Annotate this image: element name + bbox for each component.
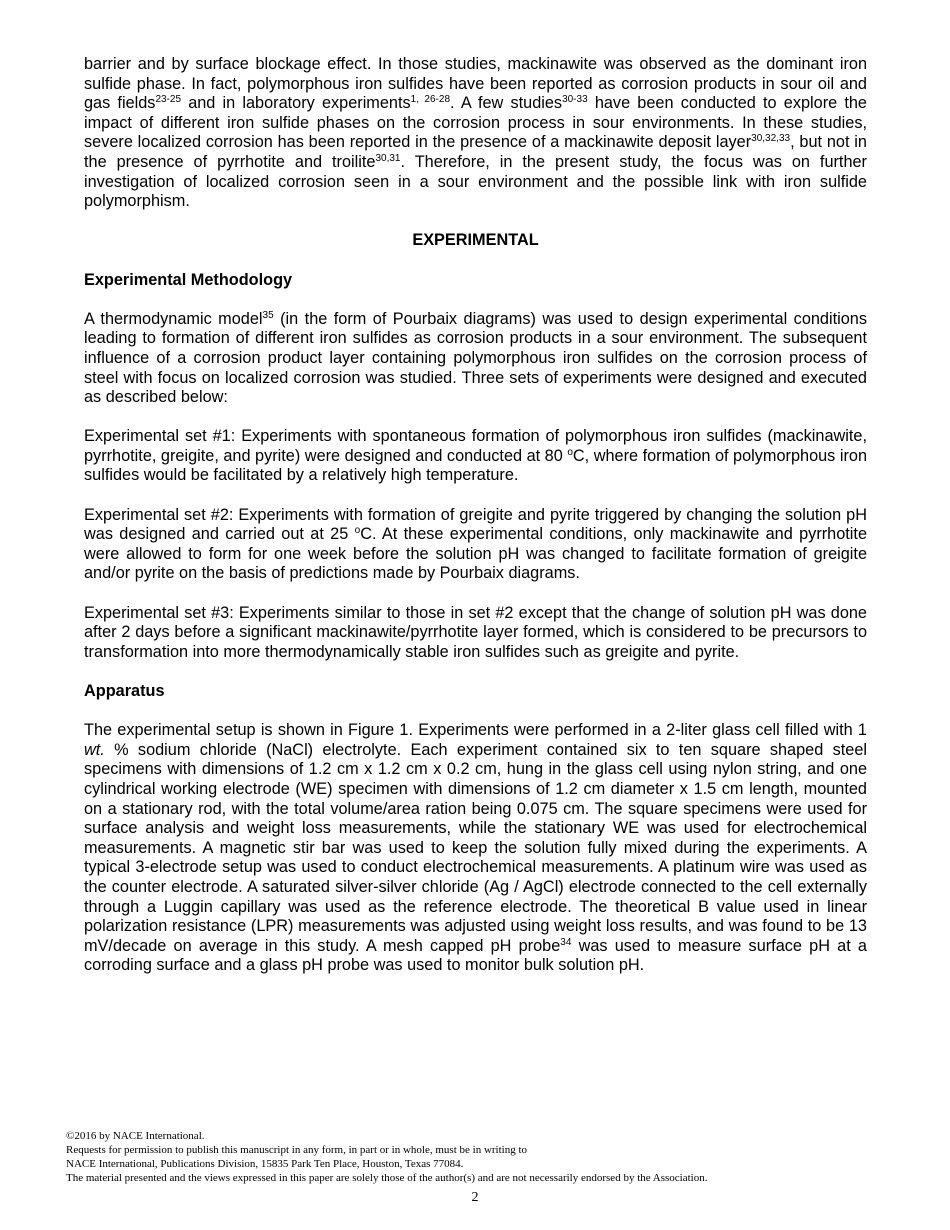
citation: 30,32,33 xyxy=(751,133,791,145)
text-run: barrier and by surface blockage effect. In those studies, mackinawite was observed as the dominant iron sulfide phase. In fact, polymorphous iron sulfides have been reported as corrosion products in sour oil and gas fields xyxy=(84,55,867,113)
text-run: and in laboratory experiments xyxy=(181,94,411,113)
methodology-paragraph xyxy=(84,310,867,408)
citation: 35 xyxy=(262,309,274,321)
text-run: . Therefore, in the present study, the focus was on further investigation of localized corrosion seen in a sour environment and the possible link with iron sulfide polymorphism. xyxy=(84,152,867,211)
degree-symbol: o xyxy=(567,446,573,458)
degree-symbol: o xyxy=(354,525,361,537)
paper-body xyxy=(84,55,867,976)
citation: 30-33 xyxy=(562,94,588,106)
text-run: C. At these experimental conditions, only mackinawite and pyrrhotite were allowed to form for one week before the solution pH was changed to facilitate formation of greigite and/or pyrite on the basis of predictions made by Pourbaix diagrams. xyxy=(84,525,867,583)
footer-permission-line: Requests for permission to publish this manuscript in any form, in part or in whole, must be in writing to xyxy=(66,1144,528,1156)
intro-paragraph xyxy=(84,55,867,212)
subsection-heading-apparatus: Apparatus xyxy=(84,682,165,700)
text-run: have been conducted to explore the impact of different iron sulfide phases on the corrosion process in sour environments. In these studies, severe localized corrosion has been reported in the presence of a mackinawite deposit layer xyxy=(84,94,867,152)
subsection-heading-methodology: Experimental Methodology xyxy=(84,270,293,289)
text-run: A thermodynamic model xyxy=(84,309,263,328)
section-heading-experimental: EXPERIMENTAL xyxy=(412,231,539,250)
text-run: Experimental set #2: Experiments with formation of greigite and pyrite triggered by changing the solution pH was designed and carried out at 25 xyxy=(84,505,867,544)
text-run: C, where formation of polymorphous iron sulfides would be facilitated by a relatively high temperature. xyxy=(84,446,867,485)
text-run: was used to measure surface pH at a corroding surface and a glass pH probe was used to monitor bulk solution pH. xyxy=(84,936,867,975)
citation: 1, 26-28 xyxy=(410,94,451,106)
page-number: 2 xyxy=(471,1190,479,1205)
text-run: . A few studies xyxy=(450,94,563,113)
experimental-set-1-paragraph xyxy=(84,427,867,486)
italic-unit: wt. xyxy=(84,740,105,759)
text-run: The experimental setup is shown in Figure 1. Experiments were performed in a 2-liter glass cell filled with 1 xyxy=(84,721,867,740)
footer-address-line: NACE International, Publications Division, 15835 Park Ten Place, Houston, Texas 77084. xyxy=(66,1158,464,1170)
text-run: , but not in the presence of pyrrhotite and troilite xyxy=(84,133,867,171)
experimental-set-3-paragraph: Experimental set #3: Experiments similar to those in set #2 except that the change of solution pH was done after 2 days before a significant mackinawite/pyrrhotite layer formed, which is considered to be precursors to transformation into more thermodynamically stable iron sulfides such as greigite and pyrite. xyxy=(84,603,867,661)
experimental-set-2-paragraph xyxy=(84,506,867,584)
footer-disclaimer-line: The material presented and the views expressed in this paper are solely those of the author(s) and are not necessarily endorsed by the Association. xyxy=(66,1172,708,1184)
apparatus-paragraph xyxy=(84,721,867,976)
text-run: Experimental set #1: Experiments with spontaneous formation of polymorphous iron sulfides (mackinawite, pyrrhotite, greigite, and pyrite) were designed and conducted at 80 xyxy=(84,427,867,465)
citation: 34 xyxy=(560,936,572,948)
citation: 23-25 xyxy=(155,94,182,106)
copyright-footer xyxy=(66,1129,886,1185)
text-run: (in the form of Pourbaix diagrams) was used to design experimental conditions leading to formation of different iron sulfides as corrosion products in a sour environment. The subsequent influence of a corrosion product layer containing polymorphous iron sulfides on the corrosion process of steel with focus on localized corrosion was studied. Three sets of experiments were designed and executed as described below: xyxy=(84,309,867,407)
citation: 30,31 xyxy=(375,152,401,164)
footer-copyright-line: ©2016 by NACE International. xyxy=(66,1130,205,1142)
text-run: % sodium chloride (NaCl) electrolyte. Each experiment contained six to ten square shaped steel specimens with dimensions of 1.2 cm x 1.2 cm x 0.2 cm, hung in the glass cell using nylon string, and one cylindrical working electrode (WE) specimen with dimensions of 1.2 cm diameter x 1.5 cm length, mounted on a stationary rod, with the total volume/area ration being 0.075 cm. The square specimens were used for surface analysis and weight loss measurements, while the stationary WE was used for electrochemical measurements. A magnetic stir bar was used to keep the solution fully mixed during the experiments. A typical 3-electrode setup was used to conduct electrochemical measurements. A platinum wire was used as the counter electrode. A saturated silver-silver chloride (Ag / AgCl) electrode connected to the cell externally through a Luggin capillary was used as the reference electrode. The theoretical B value used in linear polarization resistance (LPR) measurements was adjusted using weight loss results, and was found to be 13 mV/decade on average in this study. A mesh capped pH probe xyxy=(84,740,867,955)
